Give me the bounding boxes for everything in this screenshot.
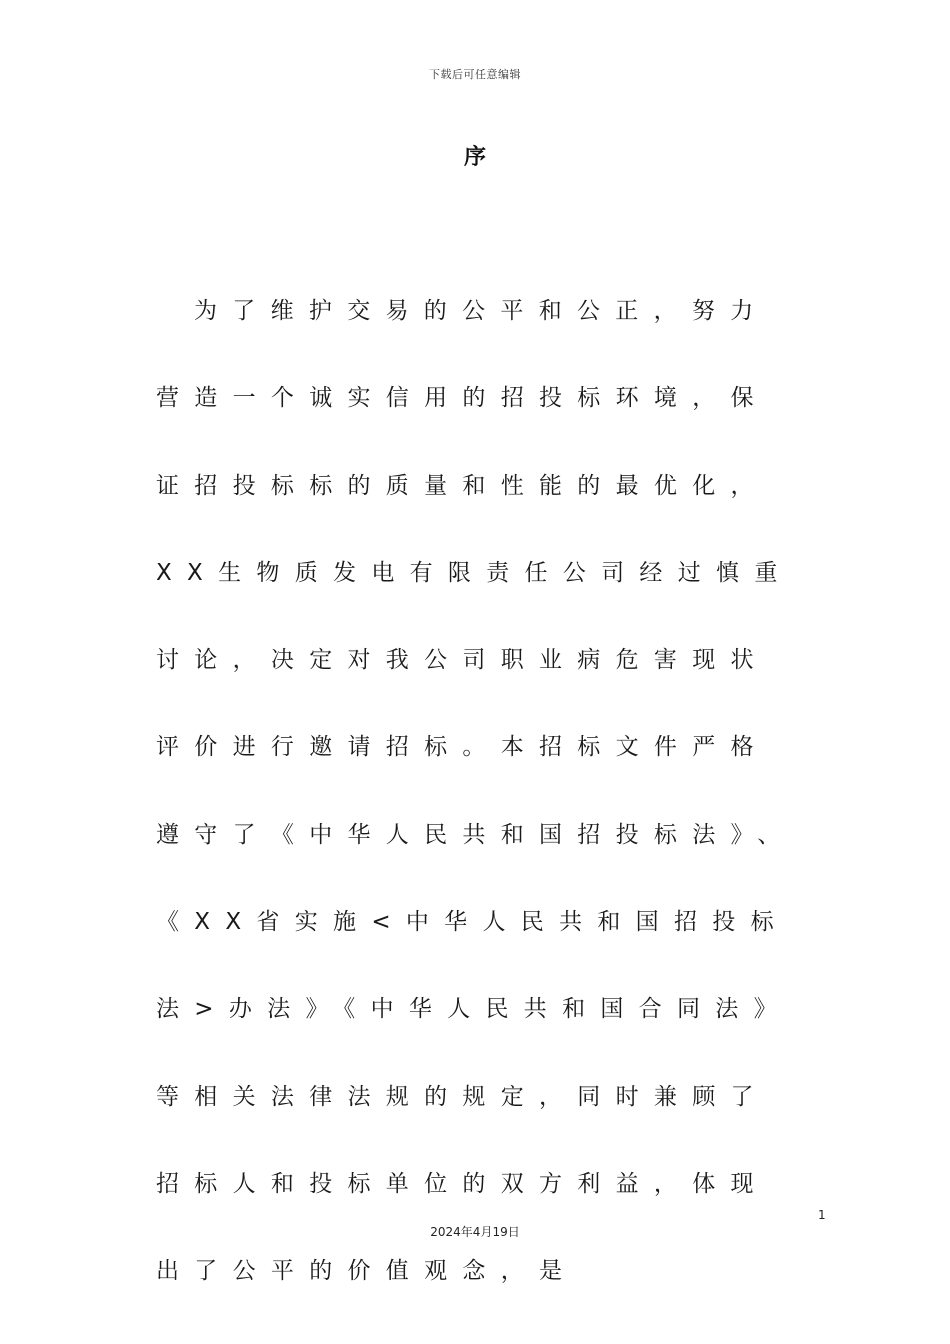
footer-date: 2024年4月19日 xyxy=(430,1225,520,1239)
page-number: 1 xyxy=(818,1208,826,1222)
header-note: 下载后可任意编辑 xyxy=(429,68,521,81)
document-title: 序 xyxy=(463,145,486,170)
body-paragraph: 为了维护交易的公平和公正，努力营造一个诚实信用的招投标环境，保证招投标标的质量和性能的最优化，XX生物质发电有限责任公司经过慎重讨论，决定对我公司职业病危害现状评价进行邀请招标。本招标文件严格遵守了《中华人民共和国招投标法》、《XX省实施<中华人民共和国招投标法>办法》《中华人民共和国合同法》等相关法律法规的规定，同时兼顾了招标人和投标单位的双方利益，体现出了公平的价值观念，是 xyxy=(156,298,796,1285)
